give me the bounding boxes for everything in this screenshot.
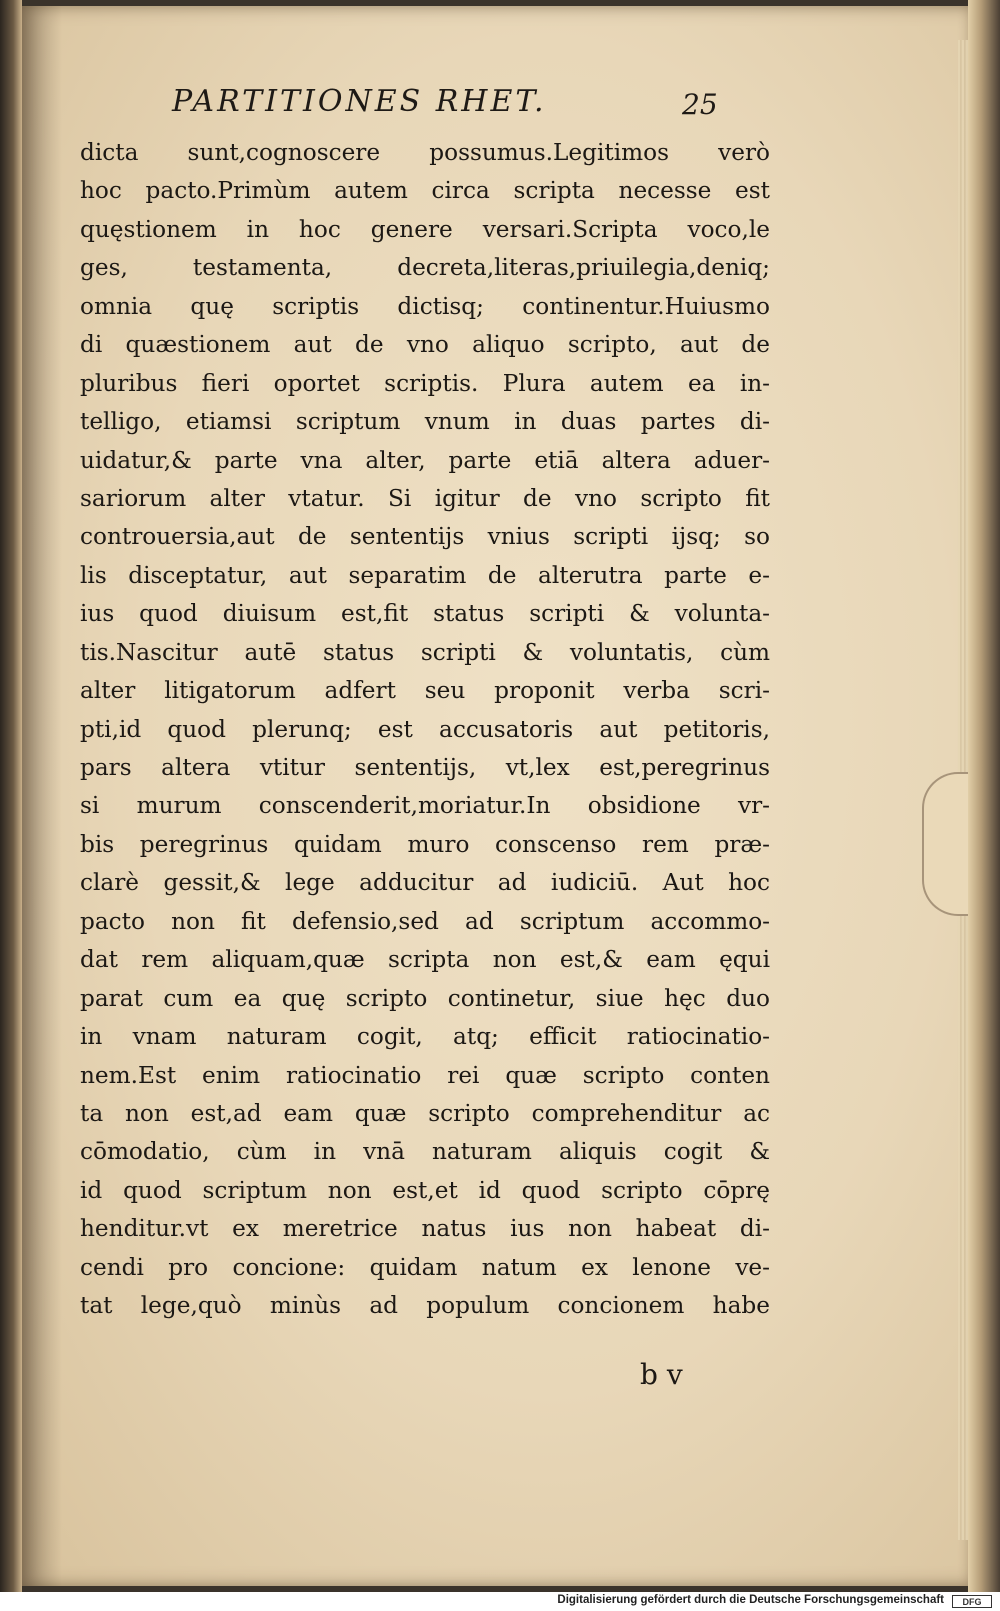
text-line: telligo, etiamsi scriptum vnum in duas partes di- xyxy=(80,408,770,436)
signature-mark: b v xyxy=(640,1358,683,1391)
text-line: ius quod diuisum est,fit status scripti & volunta- xyxy=(80,600,770,628)
text-line: tis.Nascitur autē status scripti & voluntatis, cùm xyxy=(80,638,770,666)
text-line: pluribus fieri oportet scriptis. Plura autem ea in- xyxy=(80,369,770,397)
page-tab-marker xyxy=(922,772,970,916)
text-line: tat lege,quò minùs ad populum concionem habe xyxy=(80,1292,770,1320)
text-line: lis disceptatur, aut separatim de alterutra parte e- xyxy=(80,561,770,589)
text-line: cendi pro concione: quidam natum ex lenone ve- xyxy=(80,1253,770,1281)
funding-credit: Digitalisierung gefördert durch die Deutsche Forschungsgemeinschaft xyxy=(557,1594,944,1606)
text-line: dicta sunt,cognoscere possumus.Legitimos verò xyxy=(80,139,770,166)
text-line: uidatur,& parte vna alter, parte etiā altera aduer- xyxy=(80,446,770,474)
text-line: id quod scriptum non est,et id quod scripto cōprę xyxy=(80,1176,770,1204)
text-line: clarè gessit,& lege adducitur ad iudiciū. Aut hoc xyxy=(80,869,770,897)
dfg-logo-icon: DFG xyxy=(952,1595,992,1608)
text-line: bis peregrinus quidam muro conscenso rem præ- xyxy=(80,830,770,858)
footer-bar xyxy=(0,1592,1000,1611)
running-head: PARTITIONES RHET. xyxy=(172,84,547,119)
text-line: dat rem aliquam,quæ scripta non est,& eam ęqui xyxy=(80,946,770,974)
text-line: controuersia,aut de sententijs vnius scripti ijsq; so xyxy=(80,523,770,551)
text-line: alter litigatorum adfert seu proponit verba scri- xyxy=(80,677,770,705)
text-line: ta non est,ad eam quæ scripto comprehenditur ac xyxy=(80,1099,770,1127)
text-line: ges, testamenta, decreta,literas,priuilegia,deniq; xyxy=(80,254,770,282)
text-line: quęstionem in hoc genere versari.Scripta voco,le xyxy=(80,215,770,243)
text-line: cōmodatio, cùm in vnā naturam aliquis cogit & xyxy=(80,1138,770,1166)
text-line: sariorum alter vtatur. Si igitur de vno scripto fit xyxy=(80,484,770,512)
text-line: pti,id quod plerunq; est accusatoris aut petitoris, xyxy=(80,715,770,743)
book-page xyxy=(22,6,972,1586)
text-line: nem.Est enim ratiocinatio rei quæ scripto conten xyxy=(80,1061,770,1089)
text-line: di quæstionem aut de vno aliquo scripto, aut de xyxy=(80,331,770,359)
text-line: in vnam naturam cogit, atq; efficit ratiocinatio- xyxy=(80,1023,770,1051)
body-text xyxy=(80,134,770,1326)
text-line: omnia quę scriptis dictisq; continentur.Huiusmo xyxy=(80,292,770,320)
text-line: henditur.vt ex meretrice natus ius non habeat di- xyxy=(80,1215,770,1243)
book-spine-left xyxy=(0,0,22,1592)
text-line: pacto non fit defensio,sed ad scriptum accommo- xyxy=(80,907,770,935)
page-number: 25 xyxy=(682,88,718,121)
text-line: hoc pacto.Primùm autem circa scripta necesse est xyxy=(80,177,770,205)
text-line: parat cum ea quę scripto continetur, siue hęc duo xyxy=(80,984,770,1012)
text-line: si murum conscenderit,moriatur.In obsidione vr- xyxy=(80,792,770,820)
text-line: pars altera vtitur sententijs, vt,lex est,peregrinus xyxy=(80,754,770,781)
book-edge-right xyxy=(968,0,1000,1592)
page-gutter-shadow xyxy=(22,6,62,1586)
